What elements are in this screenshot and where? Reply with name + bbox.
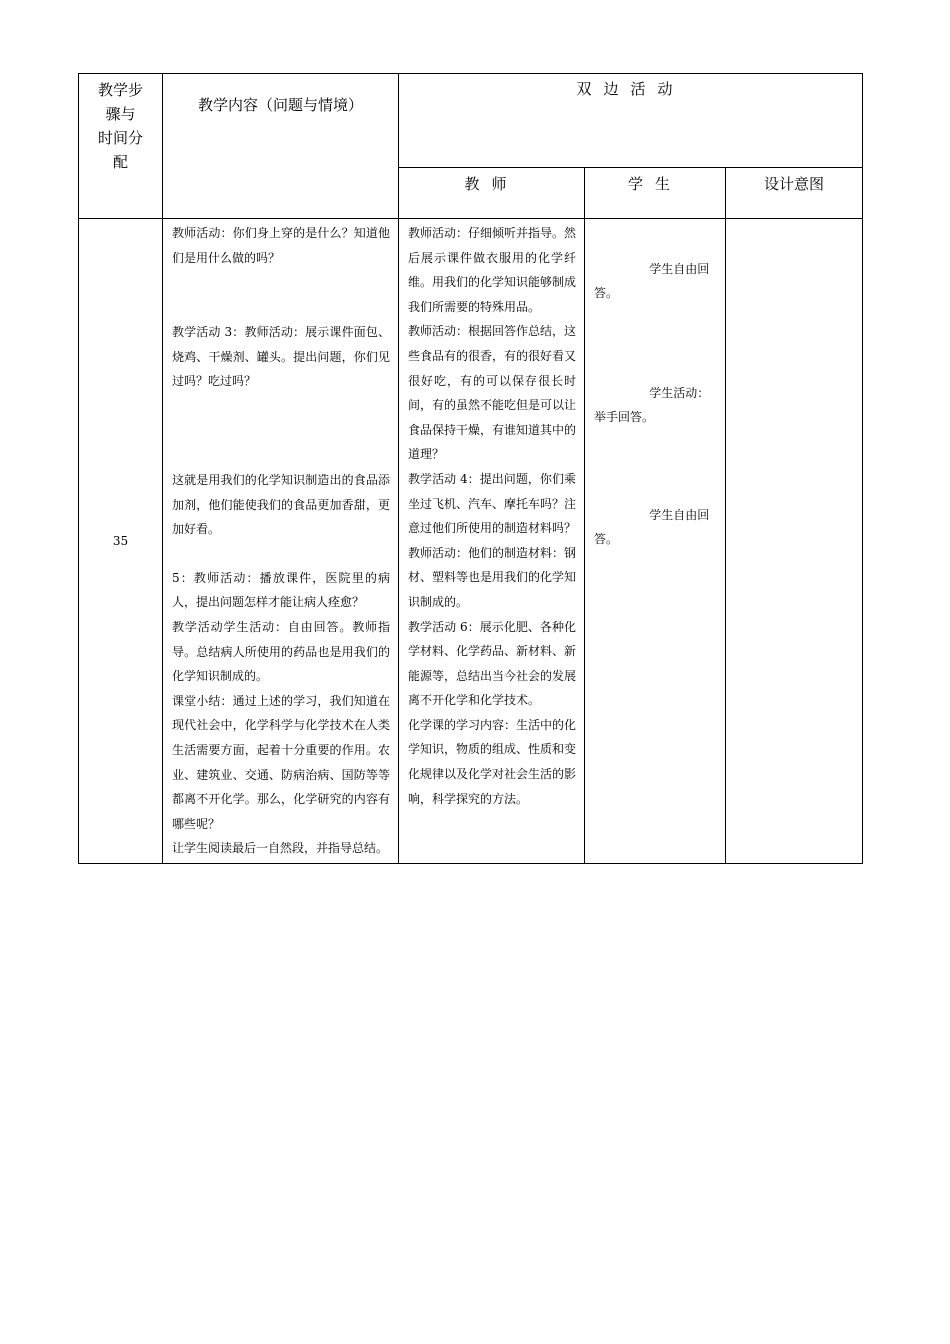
header-student: 学生	[585, 168, 726, 219]
teacher-paragraph: 教师活动：根据回答作总结，这些食品有的很香，有的很好看又很好吃，有的可以保存很长时间，有的虽然不能吃但是可以让食品保持干燥，有谁知道其中的道理？	[408, 324, 577, 462]
student-paragraph: 学生活动：举手回答。	[594, 386, 710, 424]
header-teacher: 教师	[399, 168, 585, 219]
header-step-time: 教学步 骤与 时间分 配	[79, 74, 163, 219]
content-paragraph: 教学活动 3：教师活动：展示课件面包、烧鸡、干燥剂、罐头。提出问题，你们见过吗？吃过吗？	[172, 325, 390, 389]
content-paragraph: 这就是用我们的化学知识制造出的食品添加剂，他们能使我们的食品更加香甜，更加好看。	[172, 472, 390, 537]
header-design-intent: 设计意图	[726, 168, 863, 219]
content-paragraph: 教学活动学生活动：自由回答。教师指导。总结病人所使用的药品也是用我们的化学知识制成的。	[172, 619, 390, 684]
teacher-cell	[399, 219, 585, 864]
teacher-paragraph: 教学活动 4：提出问题，你们乘坐过飞机、汽车、摩托车吗？注意过他们所使用的制造材料吗？	[408, 471, 577, 536]
content-paragraph: 让学生阅读最后一自然段，并指导总结。	[172, 841, 389, 856]
student-paragraph: 学生自由回答。	[594, 508, 710, 546]
student-paragraph: 学生自由回答。	[594, 262, 710, 300]
teacher-paragraph: 化学课的学习内容：生活中的化学知识，物质的组成、性质和变化规律以及化学对社会生活的影响，科学探究的方法。	[408, 717, 577, 806]
teacher-paragraph: 教师活动：仔细倾听并指导。然后展示课件做衣服用的化学纤维。用我们的化学知识能够制成我们所需要的特殊用品。	[408, 226, 577, 314]
content-paragraph: 5：教师活动：播放课件，医院里的病人，提出问题怎样才能让病人痊愈？	[172, 570, 390, 610]
row-time: 35	[79, 219, 163, 864]
student-cell	[585, 219, 726, 864]
teacher-paragraph: 教学活动 6：展示化肥、各种化学材料、化学药品、新材料、新能源等，总结出当今社会的发展离不开化学和化学技术。	[408, 619, 577, 708]
lesson-plan-table	[78, 73, 863, 864]
design-intent-cell	[726, 219, 863, 864]
teacher-paragraph: 教师活动：他们的制造材料：钢材、塑料等也是用我们的化学知识制成的。	[408, 545, 577, 609]
content-paragraph: 课堂小结：通过上述的学习，我们知道在现代社会中，化学科学与化学技术在人类生活需要方面，起着十分重要的作用。农业、建筑业、交通、防病治病、国防等等都离不开化学。那么，化学研究的内容有哪些呢？	[172, 693, 390, 831]
header-dual-activity: 双边活动	[399, 74, 863, 168]
header-content: 教学内容（问题与情境）	[163, 74, 399, 219]
content-cell	[163, 219, 399, 864]
content-paragraph: 教师活动：你们身上穿的是什么？知道他们是用什么做的吗？	[172, 226, 390, 265]
